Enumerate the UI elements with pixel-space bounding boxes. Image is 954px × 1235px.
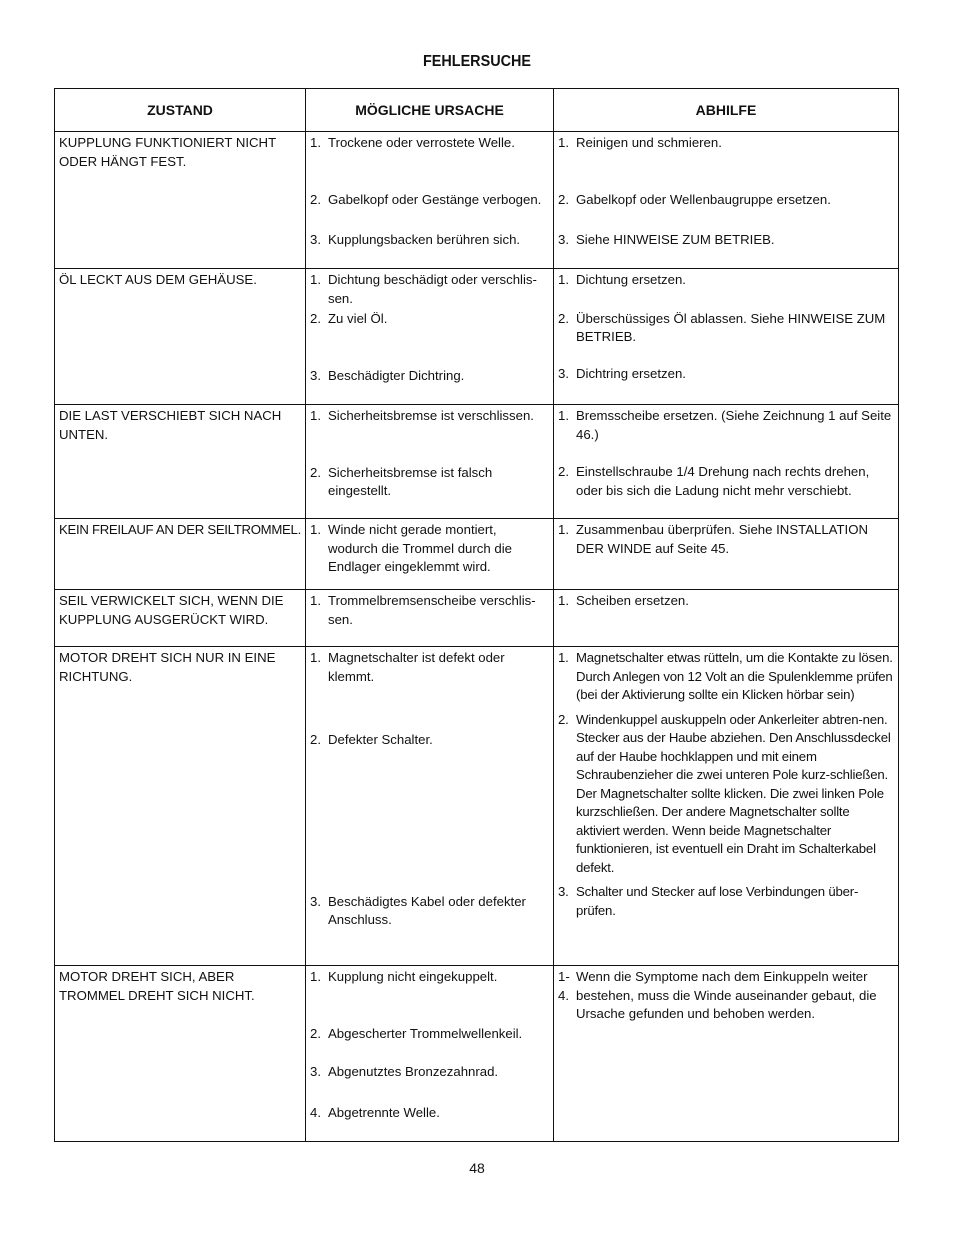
remedy-item: [558, 521, 894, 558]
item-text: Schalter und Stecker auf lose Verbindungen über-prüfen.: [576, 884, 859, 918]
page-number: 48: [469, 1160, 485, 1176]
item-number: 1.: [558, 135, 569, 150]
cause-cell: [306, 132, 554, 269]
item-text: Trommelbremsenscheibe verschlis-sen.: [328, 593, 536, 627]
cause-item: [310, 1104, 549, 1123]
item-number: 3.: [558, 365, 569, 381]
item-text: Wenn die Symptome nach dem Einkuppeln weiter bestehen, muss die Winde auseinander gebaut, die Ursache gefunden und behoben werden.: [576, 969, 877, 1021]
remedy-cell: [554, 966, 899, 1142]
item-text: Sicherheitsbremse ist verschlissen.: [328, 408, 534, 423]
remedy-cell: [554, 132, 899, 269]
item-number: 1.: [558, 593, 569, 608]
header-zustand: ZUSTAND: [55, 89, 306, 132]
remedy-item: [558, 231, 894, 250]
remedy-item: [558, 592, 894, 611]
item-text: Dichtring ersetzen.: [576, 365, 686, 381]
item-text: Kupplungsbacken berühren sich.: [328, 232, 521, 247]
header-ursache: MÖGLICHE URSACHE: [306, 89, 554, 132]
remedy-cell: [554, 647, 899, 966]
cause-cell: [306, 519, 554, 590]
item-text: Trockene oder verrostete Welle.: [328, 135, 515, 150]
remedy-item: [558, 271, 894, 290]
item-number: 2.: [558, 310, 569, 326]
item-number: 2.: [310, 732, 321, 747]
item-number: 1.: [310, 135, 321, 150]
condition-text: MOTOR DREHT SICH NUR IN EINE RICHTUNG.: [59, 650, 276, 684]
cause-item: [310, 592, 549, 629]
item-number: 2.: [310, 1025, 321, 1041]
condition-cell: [55, 405, 306, 519]
item-text: Scheiben ersetzen.: [576, 593, 689, 608]
condition-text: KUPPLUNG FUNKTIONIERT NICHT ODER HÄNGT FEST.: [59, 135, 276, 169]
cause-item: [310, 731, 549, 750]
item-number: 2.: [310, 464, 321, 480]
cause-item: [310, 464, 549, 501]
cause-item: [310, 191, 549, 210]
cause-item: [310, 271, 549, 308]
page-title: FEHLERSUCHE: [422, 53, 531, 70]
cause-item: [310, 521, 549, 577]
table-row: [55, 966, 899, 1142]
remedy-cell: [554, 269, 899, 405]
item-number: 3.: [310, 1064, 321, 1079]
item-number: 1.: [310, 408, 321, 423]
item-number: 4.: [310, 1104, 321, 1120]
condition-text: DIE LAST VERSCHIEBT SICH NACH UNTEN.: [59, 408, 282, 442]
item-number: 3.: [310, 367, 321, 383]
item-text: Gabelkopf oder Wellenbaugruppe ersetzen.: [576, 191, 831, 207]
table-row: [55, 269, 899, 405]
table-row: [55, 132, 899, 269]
item-text: Abgetrennte Welle.: [328, 1104, 440, 1120]
table-row: [55, 405, 899, 519]
item-number: 2.: [558, 464, 569, 479]
cause-item: [310, 1025, 549, 1044]
remedy-item: [558, 365, 894, 384]
condition-cell: [55, 647, 306, 966]
item-number: 2.: [310, 191, 321, 207]
item-number: 2.: [558, 711, 569, 727]
item-text: Kupplung nicht eingekuppelt.: [328, 969, 498, 984]
cause-item: [310, 310, 549, 329]
troubleshooting-table: [54, 88, 899, 1142]
condition-cell: [55, 269, 306, 405]
item-text: Dichtung beschädigt oder verschlis-sen.: [328, 272, 537, 306]
cause-item: [310, 367, 549, 386]
cause-item: [310, 231, 549, 250]
item-number: 3.: [310, 893, 321, 909]
item-number: 1.: [310, 650, 321, 665]
remedy-item: [558, 649, 894, 705]
item-number: 3.: [310, 232, 321, 247]
item-text: Winde nicht gerade montiert, wodurch die Trommel durch die Endlager eingeklemmt wird.: [328, 522, 512, 574]
header-abhilfe: ABHILFE: [554, 89, 899, 132]
item-text: Abgescherter Trommelwellenkeil.: [328, 1025, 523, 1041]
item-number: 1.: [558, 650, 569, 665]
item-number: 3.: [558, 884, 569, 899]
item-text: Einstellschraube 1/4 Drehung nach rechts drehen, oder bis sich die Ladung nicht mehr verschiebt.: [576, 464, 870, 498]
cause-item: [310, 407, 549, 426]
table-row: [55, 647, 899, 966]
remedy-item: [558, 463, 894, 500]
condition-cell: [55, 590, 306, 647]
table-header-row: [55, 89, 899, 132]
item-text: Sicherheitsbremse ist falsch eingestellt.: [328, 464, 493, 498]
cause-item: [310, 893, 549, 930]
cause-item: [310, 968, 549, 987]
condition-text: KEIN FREILAUF AN DER SEILTROMMEL.: [59, 522, 301, 537]
item-text: Bremsscheibe ersetzen. (Siehe Zeichnung 1 auf Seite 46.): [576, 408, 892, 442]
condition-cell: [55, 966, 306, 1142]
item-text: Beschädigtes Kabel oder defekter Anschluss.: [328, 893, 526, 927]
condition-cell: [55, 132, 306, 269]
table-row: [55, 519, 899, 590]
item-text: Siehe HINWEISE ZUM BETRIEB.: [576, 232, 775, 247]
condition-text: MOTOR DREHT SICH, ABER TROMMEL DREHT SICH NICHT.: [59, 969, 255, 1003]
item-number: 1.: [310, 522, 321, 537]
item-number: 2.: [558, 191, 569, 207]
remedy-item: [558, 191, 894, 210]
item-number: 1.: [310, 272, 321, 287]
item-text: Zusammenbau überprüfen. Siehe INSTALLATION DER WINDE auf Seite 45.: [576, 522, 868, 556]
remedy-cell: [554, 590, 899, 647]
item-number: 1.: [310, 969, 321, 984]
cause-cell: [306, 405, 554, 519]
condition-cell: [55, 519, 306, 590]
remedy-item: [558, 134, 894, 153]
remedy-cell: [554, 519, 899, 590]
cause-cell: [306, 269, 554, 405]
item-number: 3.: [558, 232, 569, 247]
item-text: Magnetschalter ist defekt oder klemmt.: [328, 650, 505, 684]
item-text: Zu viel Öl.: [328, 311, 388, 326]
remedy-item: [558, 711, 894, 878]
item-text: Windenkuppel auskuppeln oder Ankerleiter abtren-nen. Stecker aus der Haube abziehen. Den Anschlussdeckel auf der Haube hochklappen und mit einem Schraubenzieher die zwei unteren Pole kurz-schließen. Der Magnetschalter sollte klicken. Die zwei linken Pole kurzschließen. Der andere Magnetschalter sollte aktiviert werden. Wenn beide Magnetschalter funktionieren, ist eventuell ein Draht im Schalterkabel defekt.: [576, 711, 891, 875]
item-number: 1.: [310, 593, 321, 608]
item-text: Überschüssiges Öl ablassen. Siehe HINWEISE ZUM BETRIEB.: [576, 310, 886, 344]
item-text: Abgenutztes Bronzezahnrad.: [328, 1064, 499, 1079]
item-number: 1.: [558, 272, 569, 287]
condition-text: SEIL VERWICKELT SICH, WENN DIE KUPPLUNG AUSGERÜCKT WIRD.: [59, 593, 284, 627]
item-text: Dichtung ersetzen.: [576, 272, 686, 287]
item-text: Beschädigter Dichtring.: [328, 367, 465, 383]
cause-item: [310, 649, 549, 686]
item-number: 2.: [310, 311, 321, 326]
cause-item: [310, 1063, 549, 1082]
remedy-item: [558, 883, 894, 920]
remedy-item: [558, 310, 894, 347]
cause-cell: [306, 590, 554, 647]
table-row: [55, 590, 899, 647]
cause-cell: [306, 966, 554, 1142]
item-number: 1.: [558, 522, 569, 537]
cause-item: [310, 134, 549, 153]
cause-cell: [306, 647, 554, 966]
condition-text: ÖL LECKT AUS DEM GEHÄUSE.: [59, 272, 257, 287]
item-text: Gabelkopf oder Gestänge verbogen.: [328, 191, 542, 207]
item-text: Defekter Schalter.: [328, 732, 433, 747]
item-number: 1-4.: [558, 969, 570, 1003]
item-number: 1.: [558, 408, 569, 423]
item-text: Magnetschalter etwas rütteln, um die Kontakte zu lösen. Durch Anlegen von 12 Volt an die Spulenklemme prüfen (bei der Aktivierung sollte ein Klicken hörbar sein): [576, 650, 893, 702]
remedy-item: [558, 968, 894, 1024]
remedy-item: [558, 407, 894, 444]
item-text: Reinigen und schmieren.: [576, 135, 722, 150]
remedy-cell: [554, 405, 899, 519]
